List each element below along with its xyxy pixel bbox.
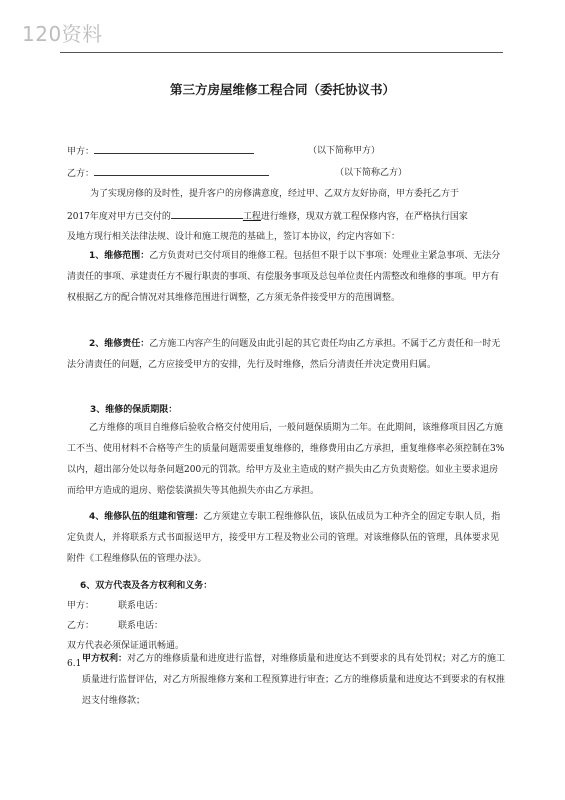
section-4-heading: 4、维修队伍的组建和管理： xyxy=(89,512,204,522)
party-b-line xyxy=(67,165,269,179)
party-b-label: 乙方： xyxy=(67,169,95,179)
document-title: 第三方房屋维修工程合同（委托协议书） xyxy=(169,82,395,97)
section-3-text: 乙方维修的项目自维修后验收合格交付使用后，一般问题保质期为二年。在此期间，该维修项目因乙方施工不当、使用材料不合格等产生的质量问题需要重复维修的，维修费用由乙方承担，重复维修率必须控制在3%以内，超出部分处以每条问题200元的罚款。给甲方及业主造成的财产损失由乙方负责赔偿。如业主要求退房而给甲方造成的退房、赔偿装潢损失等其他损失亦由乙方承担。 xyxy=(67,423,505,496)
header-rule xyxy=(60,52,503,53)
party-a-label: 甲方： xyxy=(67,147,95,157)
s6-note: 双方代表必须保证通讯畅通。 xyxy=(67,641,185,651)
s6-party-b-phone: 联系电话： xyxy=(118,621,164,631)
intro-line-1: 为了实现房修的及时性，提升客户的房修满意度，经过甲、乙双方友好协商，甲方委托乙方于 xyxy=(90,189,460,199)
project-blank xyxy=(171,208,243,219)
s6-party-a-label: 甲方： xyxy=(67,601,95,611)
section-6-1-heading: 甲方权利： xyxy=(82,654,128,664)
section-6-1 xyxy=(82,649,508,712)
intro-line-2 xyxy=(67,208,468,222)
intro-line-2-a: 2017年度对甲方已交付的 xyxy=(67,212,171,222)
party-b-note: （以下简称乙方） xyxy=(335,168,408,178)
section-1-heading: 1、维修范围： xyxy=(89,251,150,261)
section-4-text: 乙方须建立专职工程维修队伍，该队伍成员为工种齐全的固定专职人员，指定负责人，并将联系方式书面报送甲方，接受甲方工程及物业公司的管理。对该维修队伍的管理，具体要求见附件《工程维修队伍的管理办法》。 xyxy=(67,512,501,564)
intro-line-2-c: 进行维修，现双方就工程保修内容，在严格执行国家 xyxy=(260,212,468,222)
party-a-note: （以下简称甲方） xyxy=(308,146,381,156)
s61-number: 6.1 xyxy=(67,659,82,669)
section-2 xyxy=(67,334,505,376)
watermark-logo: 120资料 xyxy=(22,22,103,46)
section-2-heading: 2、维修责任： xyxy=(89,339,150,349)
section-4 xyxy=(67,507,505,570)
s6-party-b-label: 乙方： xyxy=(67,621,95,631)
intro-line-3: 及地方现行相关法律法规、设计和施工规范的基础上，签订本协议，约定内容如下： xyxy=(67,232,401,242)
intro-line-2-b: 工程 xyxy=(242,212,261,222)
party-a-blank xyxy=(94,143,254,154)
party-a-line xyxy=(67,143,254,157)
section-3-heading: 3、维修的保质期限： xyxy=(90,405,178,415)
section-2-text: 乙方施工内容产生的问题及由此引起的其它责任均由乙方承担。不属于乙方责任和一时无法分清责任的问题，乙方应接受甲方的安排，先行及时维修，然后分清责任并决定费用归属。 xyxy=(67,339,501,370)
section-6-1-text: 对乙方的维修质量和进度进行监督，对维修质量和进度达不到要求的具有处罚权；对乙方的施工质量进行监督评估，对乙方所报维修方案和工程预算进行审查；乙方的维修质量和进度达不到要求的有权推迟支付维修款； xyxy=(82,654,506,706)
section-6-heading: 6、双方代表及各方权利和义务： xyxy=(80,581,213,591)
s6-party-a-phone: 联系电话： xyxy=(118,601,164,611)
section-1 xyxy=(67,246,505,309)
party-b-blank xyxy=(94,165,269,176)
section-1-text: 乙方负责对已交付项目的维修工程。包括但不限于以下事项：处理业主紧急事项、无法分清责任的事项、承建责任方不履行职责的事项、有偿服务事项及总包单位责任内需整改和维修的事项。甲方有权根据乙方的配合情况对其维修范围进行调整，乙方须无条件接受甲方的范围调整。 xyxy=(67,251,501,303)
